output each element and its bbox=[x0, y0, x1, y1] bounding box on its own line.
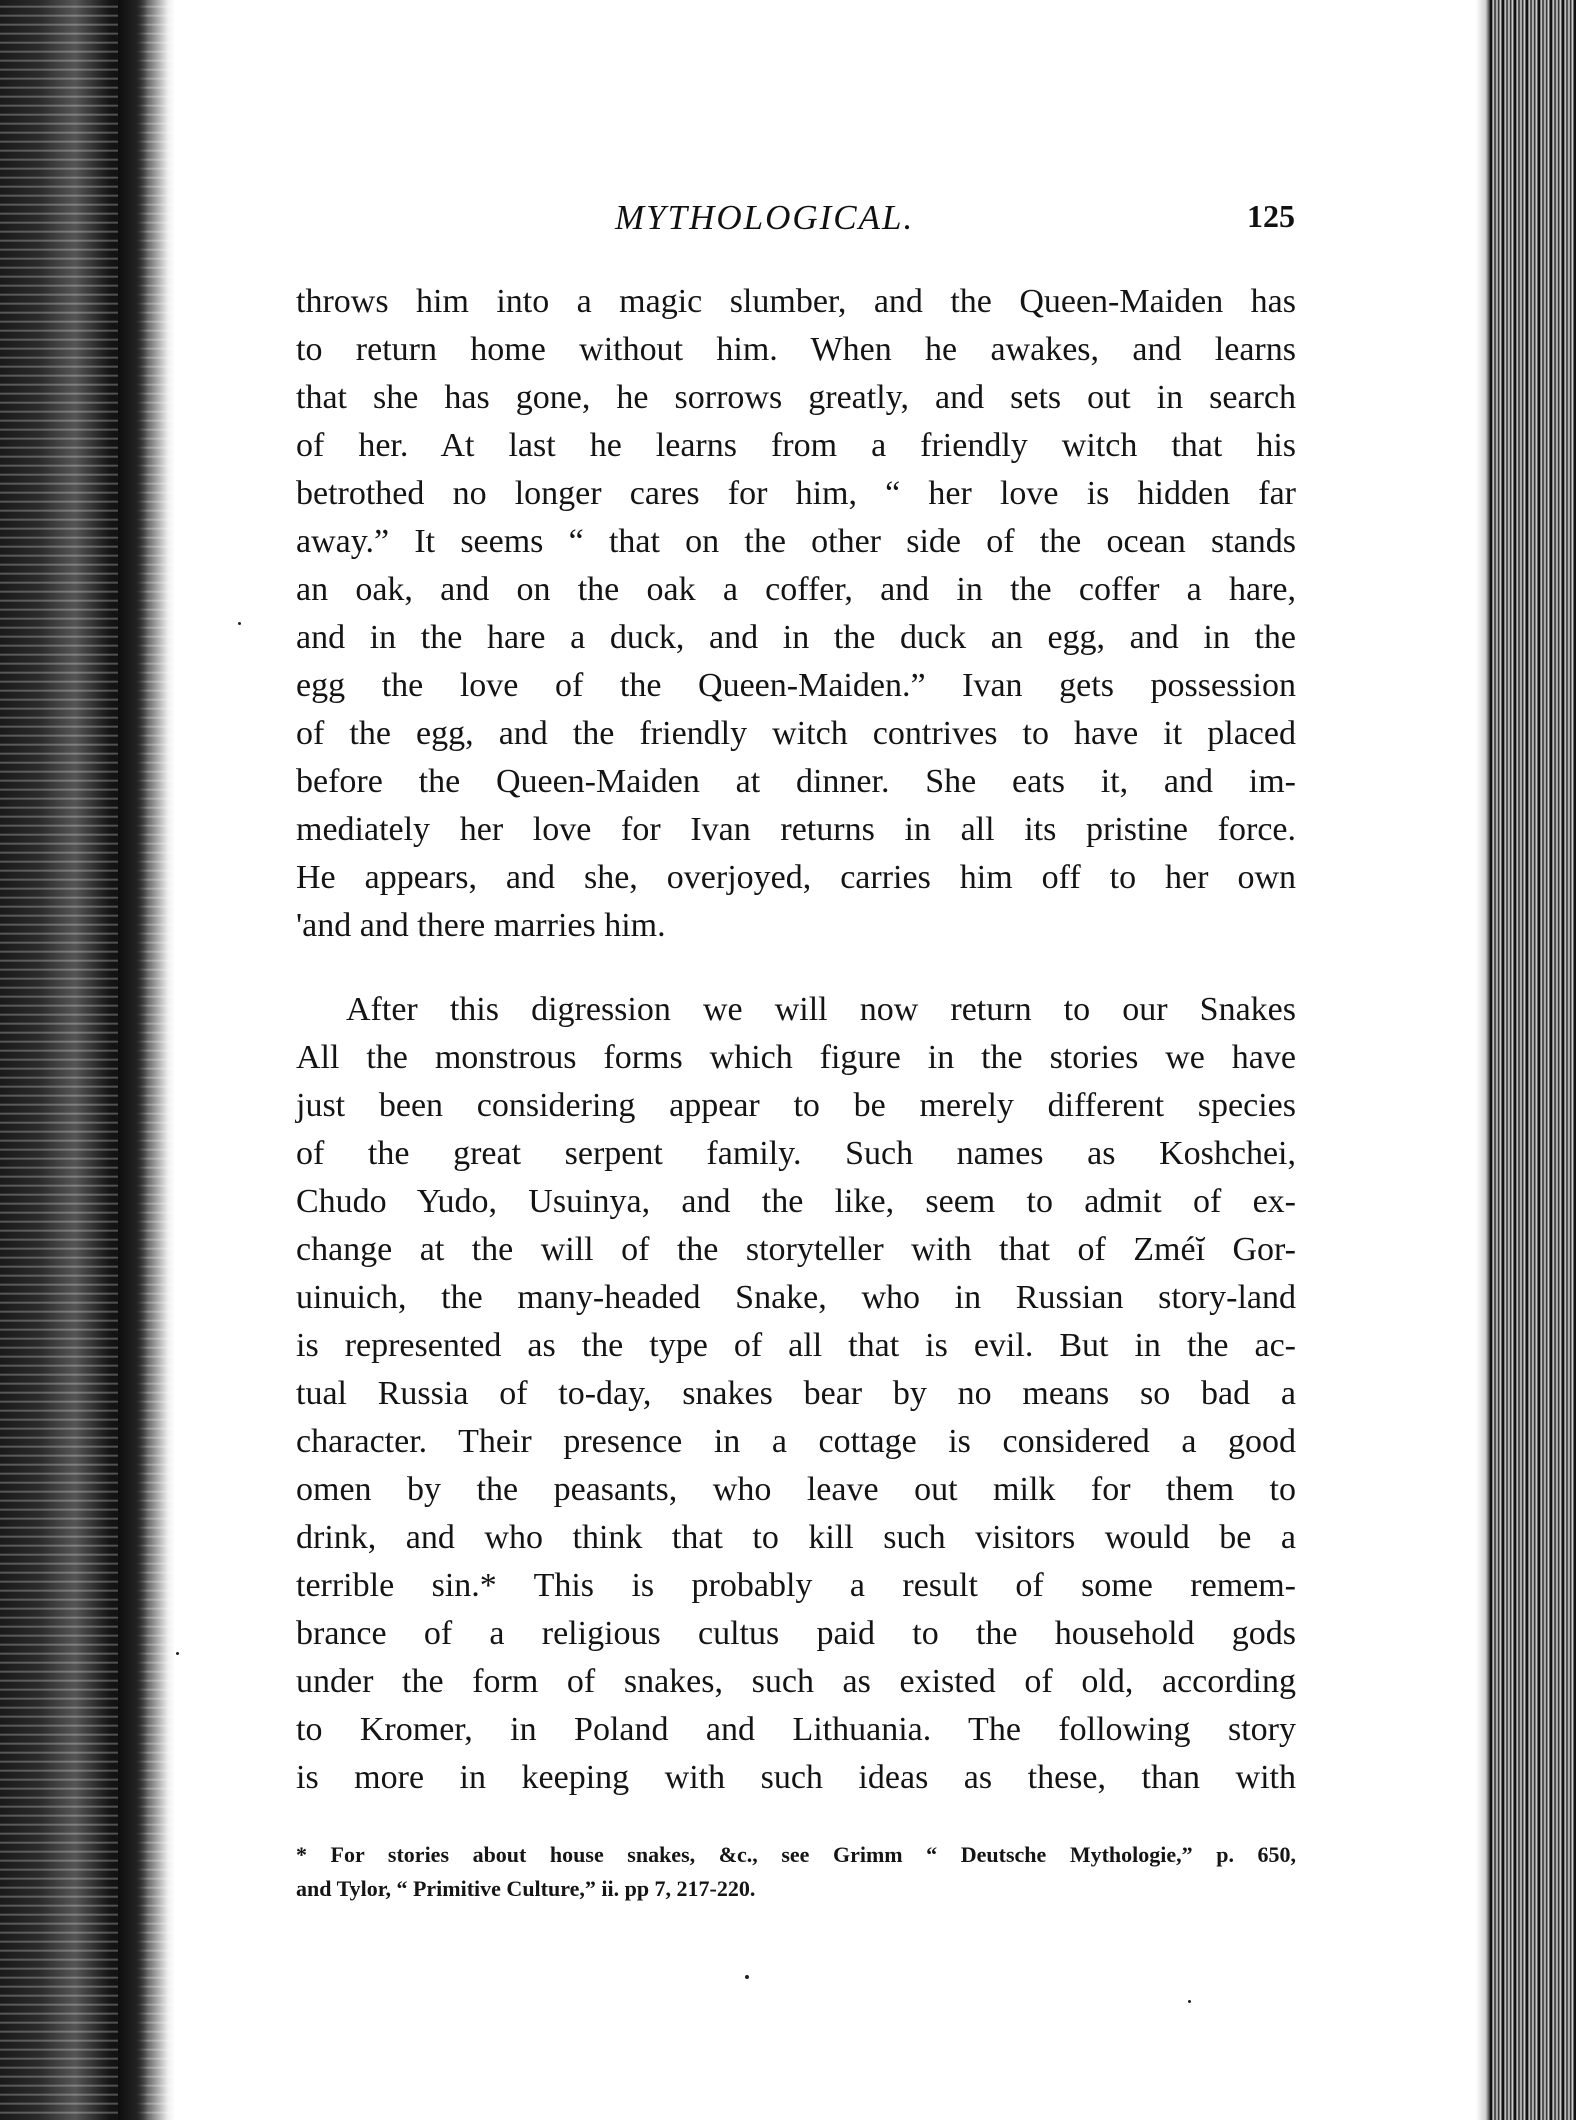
text-line: drink, and who think that to kill such visitors would be a bbox=[296, 1519, 1296, 1556]
page-edge-fade bbox=[1476, 0, 1490, 2120]
text-line: mediately her love for Ivan returns in all its pristine force. bbox=[296, 811, 1296, 848]
text-line: is represented as the type of all that is evil. But in the ac- bbox=[296, 1327, 1296, 1364]
text-line: After this digression we will now return to our Snakes bbox=[346, 991, 1296, 1028]
text-line: an oak, and on the oak a coffer, and in the coffer a hare, bbox=[296, 571, 1296, 608]
paragraph-1 bbox=[296, 278, 1296, 950]
text-line: that she has gone, he sorrows greatly, and sets out in search bbox=[296, 379, 1296, 416]
body-text bbox=[296, 278, 1296, 1802]
page-edges-stack bbox=[1490, 0, 1576, 2120]
binding-gutter-shadow bbox=[0, 0, 175, 2120]
scan-speck bbox=[238, 622, 241, 625]
text-line: is more in keeping with such ideas as these, than with bbox=[296, 1759, 1296, 1796]
text-line: to Kromer, in Poland and Lithuania. The following story bbox=[296, 1711, 1296, 1748]
text-line: of her. At last he learns from a friendly witch that his bbox=[296, 427, 1296, 464]
text-line: change at the will of the storyteller with that of Zméĭ Gor- bbox=[296, 1231, 1296, 1268]
text-line: before the Queen-Maiden at dinner. She eats it, and im- bbox=[296, 763, 1296, 800]
scan-speck bbox=[1188, 2000, 1191, 2003]
paragraph-2 bbox=[296, 986, 1296, 1802]
footnote-line: * For stories about house snakes, &c., see Grimm “ Deutsche Mythologie,” p. 650, bbox=[296, 1842, 1296, 1867]
text-line: Chudo Yudo, Usuinya, and the like, seem to admit of ex- bbox=[296, 1183, 1296, 1220]
scan-speck bbox=[176, 1652, 179, 1655]
binding-gutter-edge bbox=[118, 0, 148, 2120]
footnote bbox=[296, 1838, 1296, 1906]
text-line: just been considering appear to be merely different species bbox=[296, 1087, 1296, 1124]
text-line: throws him into a magic slumber, and the Queen-Maiden has bbox=[296, 283, 1296, 320]
text-line: away.” It seems “ that on the other side of the ocean stands bbox=[296, 523, 1296, 560]
text-line: omen by the peasants, who leave out milk for them to bbox=[296, 1471, 1296, 1508]
text-line: tual Russia of to-day, snakes bear by no means so bad a bbox=[296, 1375, 1296, 1412]
text-line: uinuich, the many-headed Snake, who in Russian story-land bbox=[296, 1279, 1296, 1316]
text-line: to return home without him. When he awakes, and learns bbox=[296, 331, 1296, 368]
text-line: betrothed no longer cares for him, “ her love is hidden far bbox=[296, 475, 1296, 512]
text-line: of the great serpent family. Such names as Koshchei, bbox=[296, 1135, 1296, 1172]
text-line: He appears, and she, overjoyed, carries him off to her own bbox=[296, 859, 1296, 896]
text-line: and in the hare a duck, and in the duck an egg, and in the bbox=[296, 619, 1296, 656]
text-line: under the form of snakes, such as existed of old, according bbox=[296, 1663, 1296, 1700]
running-head: MYTHOLOGICAL. bbox=[615, 198, 915, 237]
scan-speck bbox=[745, 1975, 749, 1979]
page-number: 125 bbox=[1247, 198, 1295, 234]
text-line: of the egg, and the friendly witch contrives to have it placed bbox=[296, 715, 1296, 752]
text-line: egg the love of the Queen-Maiden.” Ivan gets possession bbox=[296, 667, 1296, 704]
text-line: terrible sin.* This is probably a result of some remem- bbox=[296, 1567, 1296, 1604]
text-line: character. Their presence in a cottage is considered a good bbox=[296, 1423, 1296, 1460]
text-line: brance of a religious cultus paid to the household gods bbox=[296, 1615, 1296, 1652]
page-header bbox=[295, 198, 1295, 254]
text-line: All the monstrous forms which figure in the stories we have bbox=[296, 1039, 1296, 1076]
text-line: 'and and there marries him. bbox=[296, 907, 666, 944]
footnote-line: and Tylor, “ Primitive Culture,” ii. pp 7, 217-220. bbox=[296, 1876, 756, 1901]
